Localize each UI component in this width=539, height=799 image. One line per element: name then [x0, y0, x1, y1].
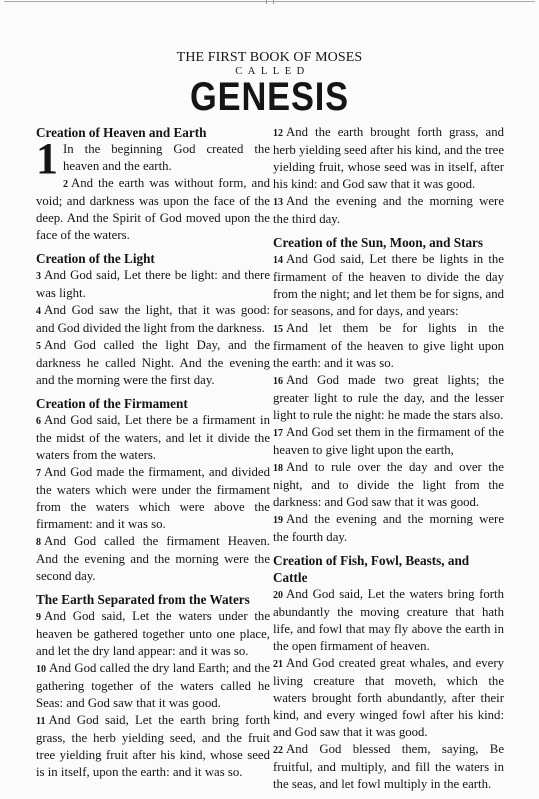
verse-4	[36, 302, 270, 337]
section-heading: Creation of the Firmament	[36, 396, 188, 411]
verse-text: And God saw the light, that it was good: and God divided the light from the darkness.	[36, 303, 270, 335]
verse-text: And the earth brought forth grass, and herb yielding seed after his kind, and the tree yielding fruit, whose seed was in itself, after his kind: and God saw that it was good.	[273, 125, 504, 191]
verse-18	[273, 459, 504, 511]
verse-text: And the evening and the morning were the fourth day.	[273, 512, 504, 544]
verse-number: 10	[36, 664, 46, 675]
verse-5	[36, 337, 270, 389]
verse-22	[273, 741, 504, 793]
verse-text: And God made two great lights; the greater light to rule the day, and the lesser light to rule the night: he made the stars also.	[273, 373, 504, 422]
verse-7	[36, 464, 270, 533]
verse-20	[273, 586, 504, 655]
book-title: GENESIS	[190, 75, 349, 119]
verse-6	[36, 412, 270, 464]
verse-number: 19	[273, 515, 283, 526]
verse-10	[36, 660, 270, 712]
verse-8	[36, 533, 270, 585]
verse-21	[273, 655, 504, 741]
verse-number: 11	[36, 716, 46, 727]
verse-number: 7	[36, 468, 41, 479]
verse-text: And God created great whales, and every living creature that moveth, which the waters brought forth abundantly, after their kind, and every winged fowl after his kind: and God saw that it was good.	[273, 656, 504, 739]
verse-number: 22	[273, 745, 283, 756]
verse-text: And to rule over the day and over the night, and to divide the light from the darkness: and God saw that it was good.	[273, 460, 504, 509]
verse-text: In the beginning God created the heaven and the earth.	[63, 142, 270, 173]
verse-12	[273, 124, 504, 193]
verse-number: 6	[36, 416, 41, 427]
verse-text: And let them be for lights in the firmament of the heaven to give light upon the earth: and it was so.	[273, 321, 504, 370]
verse-text: And God made the firmament, and divided the waters which were under the firmament from the waters which were above the firmament: and it was so.	[36, 465, 270, 531]
verse-text: And God said, Let there be a firmament in the midst of the waters, and let it divide the waters from the waters.	[36, 413, 270, 462]
verse-number: 13	[273, 197, 283, 208]
verse-1	[36, 134, 270, 183]
section-heading: Creation of the Light	[36, 251, 155, 266]
verse-3	[36, 267, 270, 302]
verse-number: 15	[273, 324, 283, 335]
verse-text: And God blessed them, saying, Be fruitful, and multiply, and fill the waters in the seas, and let fowl multiply in the earth.	[273, 742, 504, 791]
verse-number: 14	[273, 255, 283, 266]
section-heading: Creation of Fish, Fowl, Beasts, and Cattle	[273, 553, 470, 585]
verse-number: 8	[36, 537, 41, 548]
verse-16	[273, 372, 504, 424]
verse-number: 2	[63, 179, 68, 190]
verse-number: 3	[36, 271, 41, 282]
verse-text: And God called the light Day, and the darkness he called Night. And the evening and the morning were the first day.	[36, 338, 270, 387]
left-column	[36, 124, 270, 781]
verse-15	[273, 320, 504, 372]
verse-number: 12	[273, 128, 283, 139]
verse-13	[273, 193, 504, 228]
verse-number: 18	[273, 463, 283, 474]
verse-number: 21	[273, 659, 283, 670]
verse-text: And God set them in the firmament of the heaven to give light upon the earth,	[273, 425, 504, 457]
verse-number: 5	[36, 341, 41, 352]
verse-number: 16	[273, 376, 283, 387]
verse-number: 4	[36, 306, 41, 317]
verse-text: And the evening and the morning were the third day.	[273, 194, 504, 226]
verse-number: 17	[273, 428, 283, 439]
verse-19	[273, 511, 504, 546]
verse-2	[36, 175, 270, 244]
top-center-mark	[266, 0, 274, 4]
verse-text: And God said, Let the waters bring forth abundantly the moving creature that hath life, and fowl that may fly above the earth in the open firmament of heaven.	[273, 587, 504, 653]
verse-text: And God called the firmament Heaven. And the evening and the morning were the second day.	[36, 534, 270, 583]
section-heading: The Earth Separated from the Waters	[36, 592, 250, 607]
verse-text: And God said, Let there be lights in the firmament of the heaven to divide the day from the night; and let them be for signs, and for seasons, and for days, and years:	[273, 252, 505, 318]
verse-text: And God said, Let the earth bring forth grass, the herb yielding seed, and the fruit tree yielding fruit after his kind, whose seed is in itself, upon the earth: and it was so.	[36, 713, 270, 779]
verse-text: And the earth was without form, and void; and darkness was upon the face of the deep. And the Spirit of God moved upon the face of the waters.	[36, 176, 270, 242]
section-heading: Creation of the Sun, Moon, and Stars	[273, 235, 484, 250]
right-column	[273, 124, 504, 793]
book-called: CALLED	[235, 66, 310, 77]
verse-17	[273, 424, 504, 459]
chapter-number: 1	[36, 134, 58, 183]
verse-number: 20	[273, 590, 283, 601]
verse-text: And God said, Let there be light: and there was light.	[36, 268, 270, 300]
verse-text: And God said, Let the waters under the heaven be gathered together unto one place, and let the dry land appear: and it was so.	[36, 609, 270, 658]
verse-14	[273, 251, 504, 320]
verse-9	[36, 608, 270, 660]
verse-number: 9	[36, 612, 41, 623]
verse-text: And God called the dry land Earth; and the gathering together of the waters called he Seas: and God saw that it was good.	[36, 661, 270, 710]
section-heading: Creation of Heaven and Earth	[36, 125, 207, 140]
book-subtitle: THE FIRST BOOK OF MOSES	[176, 50, 363, 65]
verse-11	[36, 712, 270, 781]
